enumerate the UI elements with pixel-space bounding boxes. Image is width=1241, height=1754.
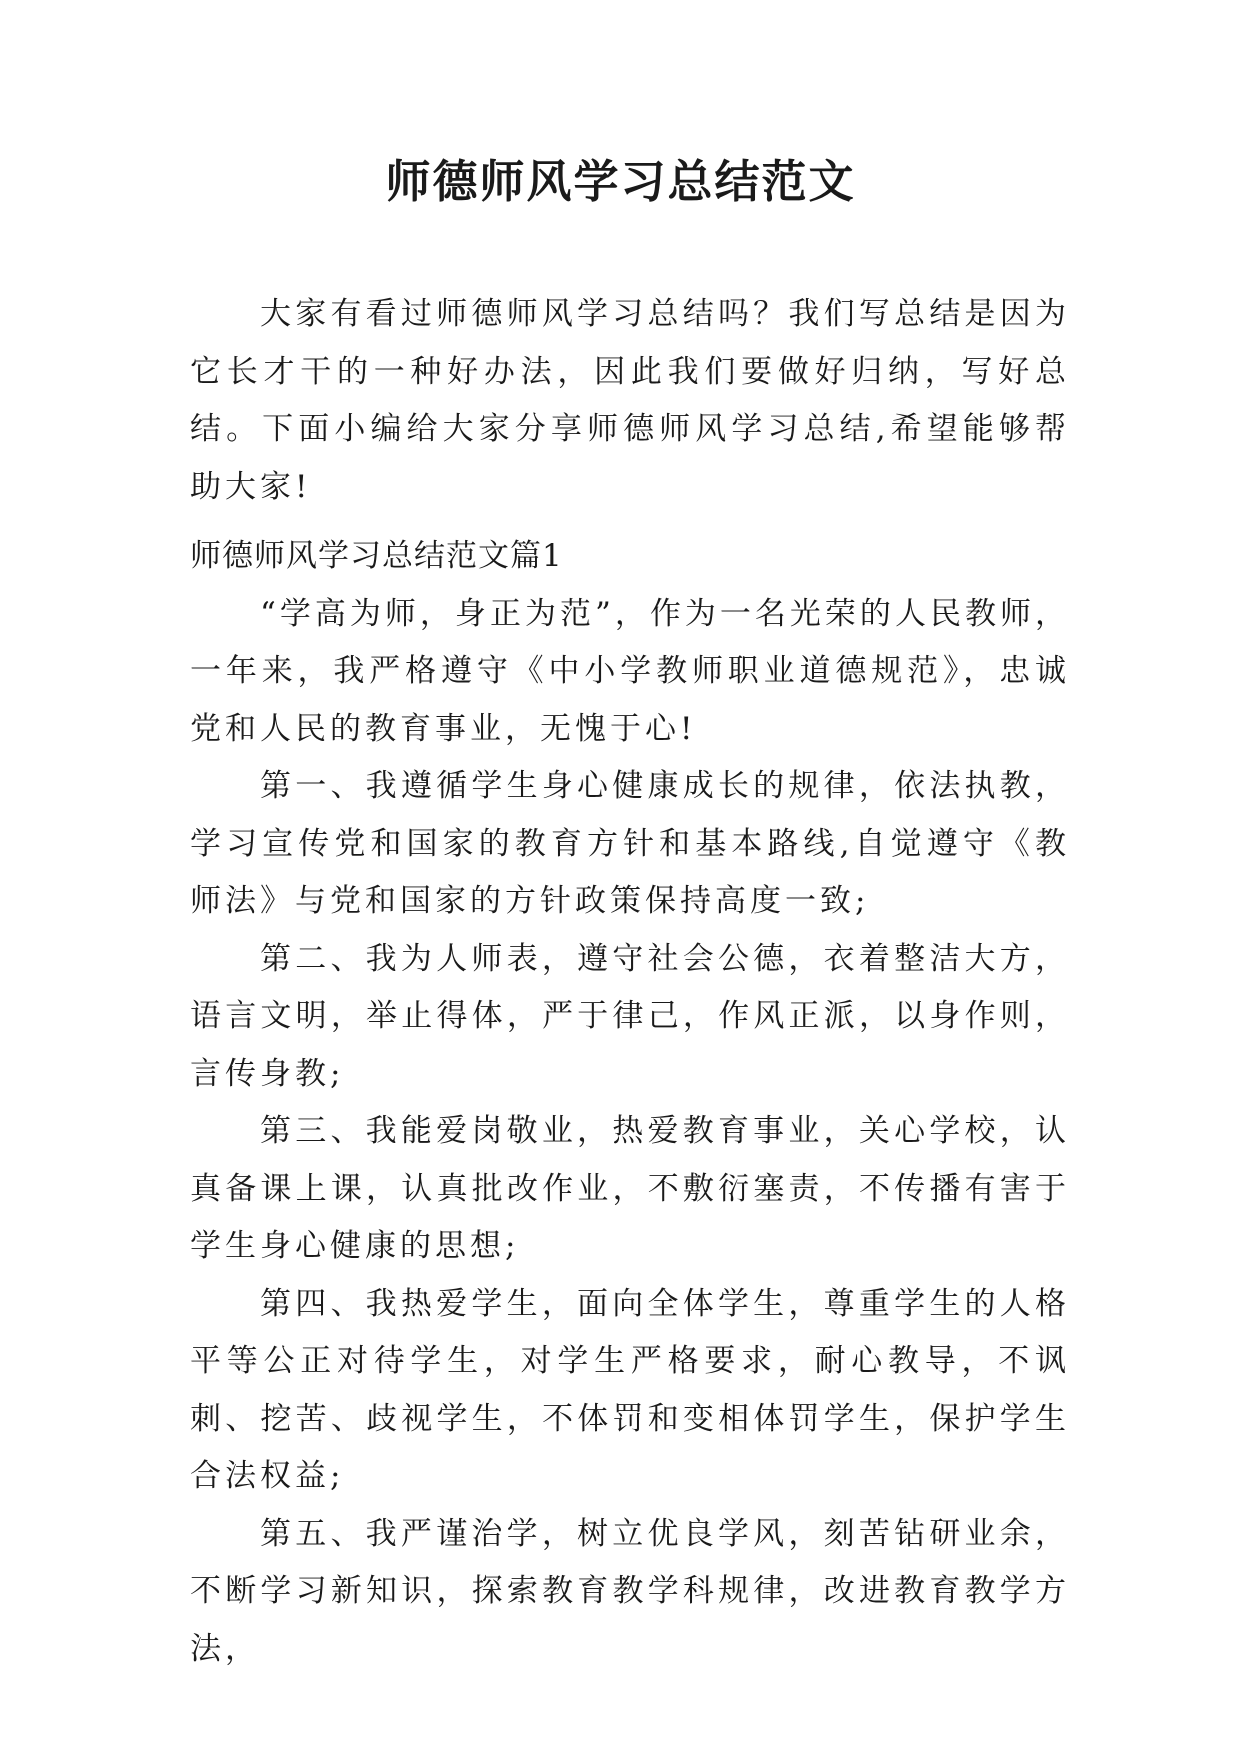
section-heading: 师德师风学习总结范文篇1 [190, 538, 563, 574]
paragraph-3: 第二、我为人师表，遵守社会公德，衣着整洁大方，语言文明，举止得体，严于律己，作风正派，以身作则，言传身教; [190, 940, 1070, 1092]
intro-block [190, 286, 1070, 516]
document-title: 师德师风学习总结范文 [385, 155, 856, 208]
paragraph-4: 第三、我能爱岗敬业，热爱教育事业，关心学校，认真备课上课，认真批改作业，不敷衍塞责，不传播有害于学生身心健康的思想; [190, 1113, 1070, 1264]
intro-paragraph: 大家有看过师德师风学习总结吗？我们写总结是因为它长才干的一种好办法，因此我们要做好归纳，写好总结。下面小编给大家分享师德师风学习总结,希望能够帮助大家! [190, 296, 1070, 505]
paragraph-1: “学高为师，身正为范”，作为一名光荣的人民教师，一年来，我严格遵守《中小学教师职业道德规范》，忠诚党和人民的教育事业，无愧于心! [190, 595, 1070, 747]
paragraph-6: 第五、我严谨治学，树立优良学风，刻苦钻研业余，不断学习新知识，探索教育教学科规律，改进教育教学方法， [190, 1515, 1070, 1667]
paragraph-5: 第四、我热爱学生，面向全体学生，尊重学生的人格平等公正对待学生，对学生严格要求，耐心教导，不讽刺、挖苦、歧视学生，不体罚和变相体罚学生，保护学生合法权益; [190, 1285, 1070, 1494]
section-1 [190, 528, 1070, 1678]
paragraph-2: 第一、我遵循学生身心健康成长的规律，依法执教，学习宣传党和国家的教育方针和基本路线,自觉遵守《教师法》与党和国家的方针政策保持高度一致; [190, 768, 1070, 919]
